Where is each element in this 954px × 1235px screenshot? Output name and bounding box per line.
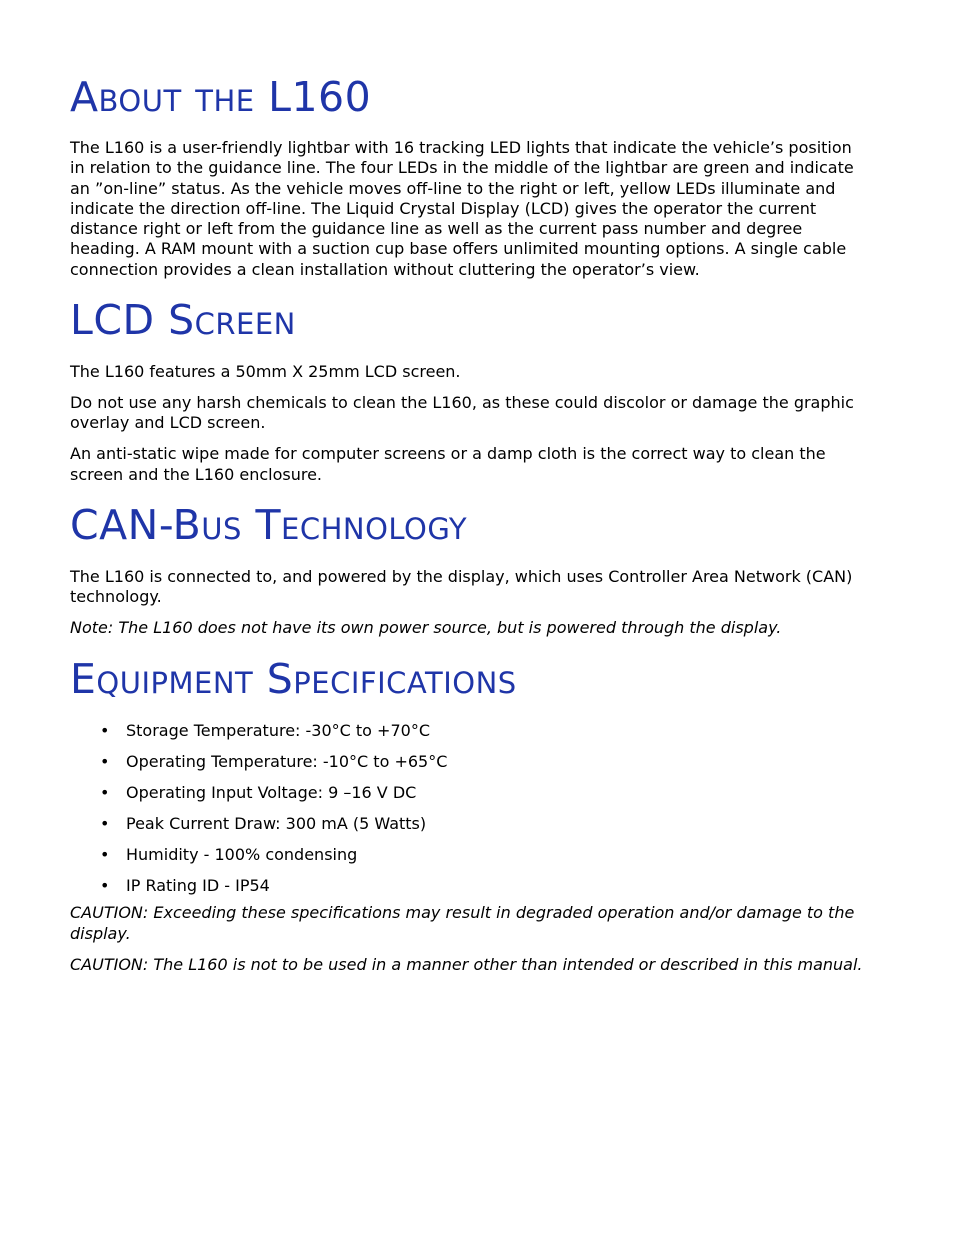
specs-list (70, 721, 864, 897)
bullet-glyph: • (100, 844, 110, 864)
bullet-glyph: • (100, 751, 110, 771)
can-note: Note: The L160 does not have its own power source, but is powered through the display. (70, 618, 782, 638)
list-item (70, 783, 864, 803)
spec-text: IP Rating ID - IP54 (126, 875, 270, 895)
spec-text: Humidity - 100% condensing (126, 844, 358, 864)
heading-can-bus: CAN-Bus Technology (70, 500, 468, 549)
lcd-paragraph-1: The L160 features a 50mm X 25mm LCD screen. (70, 362, 461, 382)
about-paragraph: The L160 is a user-friendly lightbar with 16 tracking LED lights that indicate the vehicle’s position in relation to the guidance line. The four LEDs in the middle of the lightbar are green and indicate an ”on-line” status. As the vehicle moves off-line to the right or left, yellow LEDs illuminate and indicate the direction off-line. The Liquid Crystal Display (LCD) gives the operator the current distance right or left from the guidance line as well as the current pass number and degree heading. A RAM mount with a suction cup base offers unlimited mounting options. A single cable connection provides a clean installation without cluttering the operator’s view. (70, 138, 854, 279)
can-paragraph: The L160 is connected to, and powered by the display, which uses Controller Area Network (CAN) technology. (70, 566, 853, 607)
caution-2: CAUTION: The L160 is not to be used in a manner other than intended or described in this manual. (70, 955, 863, 975)
list-item (70, 845, 864, 865)
heading-lcd-screen: LCD Screen (70, 296, 296, 345)
list-item (70, 814, 864, 834)
heading-equipment-specifications: Equipment Specifications (70, 654, 517, 703)
spec-text: Storage Temperature: -30°C to +70°C (126, 720, 430, 740)
lcd-paragraph-3: An anti-static wipe made for computer screens or a damp cloth is the correct way to clean the screen and the L160 enclosure. (70, 444, 826, 484)
list-item (70, 721, 864, 741)
list-item (70, 876, 864, 896)
spec-text: Peak Current Draw: 300 mA (5 Watts) (126, 813, 427, 833)
bullet-glyph: • (100, 720, 110, 740)
spec-text: Operating Input Voltage: 9 –16 V DC (126, 782, 417, 802)
spec-text: Operating Temperature: -10°C to +65°C (126, 751, 448, 771)
bullet-glyph: • (100, 875, 110, 895)
bullet-glyph: • (100, 813, 110, 833)
heading-about: About the L160 (70, 73, 372, 121)
lcd-paragraph-2: Do not use any harsh chemicals to clean the L160, as these could discolor or damage the graphic overlay and LCD screen. (70, 393, 854, 433)
list-item (70, 752, 864, 772)
bullet-glyph: • (100, 782, 110, 802)
caution-1: CAUTION: Exceeding these specifications may result in degraded operation and/or damage to the display. (70, 903, 855, 943)
